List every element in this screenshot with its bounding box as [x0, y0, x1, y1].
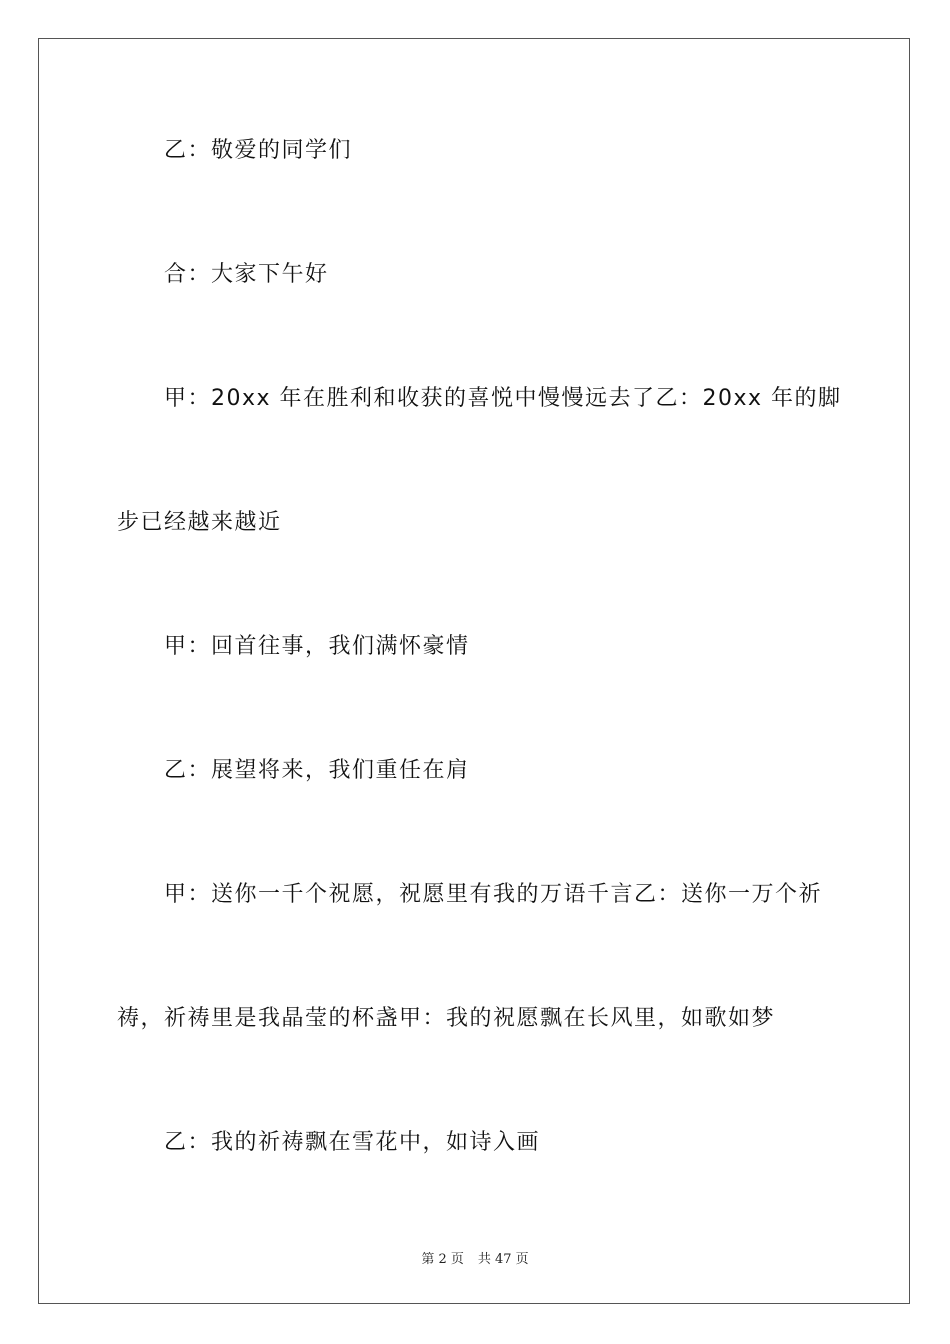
page-total: 共 47 页 — [477, 1252, 529, 1267]
paragraph-line: 步已经越来越近 — [117, 510, 282, 535]
page-border — [38, 38, 910, 1304]
paragraph-line: 乙：我的祈祷飘在雪花中，如诗入画 — [164, 1130, 541, 1155]
paragraph-line: 祷，祈祷里是我晶莹的杯盏甲：我的祝愿飘在长风里，如歌如梦 — [117, 1006, 776, 1031]
paragraph-line: 乙：展望将来，我们重任在肩 — [164, 758, 470, 783]
paragraph-line: 甲：20xx 年在胜利和收获的喜悦中慢慢远去了乙：20xx 年的脚 — [164, 386, 842, 411]
paragraph-line: 乙：敬爱的同学们 — [164, 138, 353, 163]
paragraph-line: 合：大家下午好 — [164, 262, 329, 287]
paragraph-line: 甲：回首往事，我们满怀豪情 — [164, 634, 470, 659]
page-number: 第 2 页 — [421, 1252, 464, 1267]
page-footer — [0, 1248, 950, 1267]
paragraph-line: 甲：送你一千个祝愿，祝愿里有我的万语千言乙：送你一万个祈 — [164, 882, 823, 907]
